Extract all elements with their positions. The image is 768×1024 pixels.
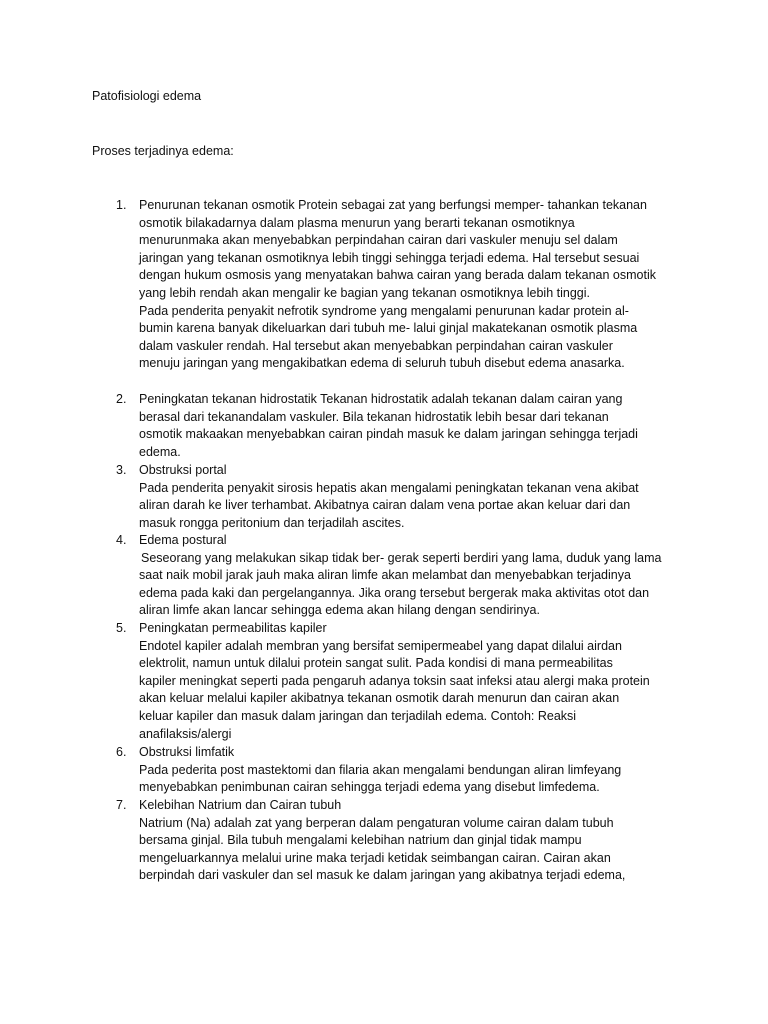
- section-heading: Proses terjadinya edema:: [92, 144, 234, 158]
- text-line: keluar kapiler dan masuk dalam jaringan dan terjadilah edema. Contoh: Reaksi: [139, 708, 577, 723]
- text-line: aliran limfe akan lancar sehingga edema akan hilang dengan sendirinya.: [139, 603, 540, 618]
- list-item: [116, 744, 676, 797]
- text-line: Pada penderita penyakit sirosis hepatis akan mengalami peningkatan tekanan vena akibat: [139, 480, 639, 495]
- text-line: Peningkatan permeabilitas kapiler: [139, 621, 327, 635]
- text-line: menurunmaka akan menyebabkan perpindahan cairan dari vaskuler menuju sel dalam: [139, 233, 618, 248]
- text-line: anafilaksis/alergi: [139, 726, 232, 741]
- text-line: menyebabkan penimbunan cairan sehingga terjadi edema yang disebut limfedema.: [139, 780, 600, 795]
- text-line: masuk rongga peritonium dan terjadilah ascites.: [139, 515, 405, 530]
- list-item-text: [139, 391, 676, 461]
- text-line: osmotik bilakadarnya dalam plasma menurun yang berarti tekanan osmotiknya: [139, 215, 575, 230]
- text-line: Seseorang yang melakukan sikap tidak ber- gerak seperti berdiri yang lama, duduk yang lama: [141, 550, 662, 565]
- list-number: 2.: [116, 392, 127, 406]
- list-item: [116, 797, 676, 885]
- text-line: edema pada kaki dan pergelangannya. Jika orang tersebut bergerak maka aktivitas otot dan: [139, 585, 650, 600]
- text-line: osmotik makaakan menyebabkan cairan pindah masuk ke dalam jaringan sehingga terjadi: [139, 427, 638, 442]
- text-line: dengan hukum osmosis yang menyatakan bahwa cairan yang berada dalam tekanan osmotik: [139, 268, 656, 283]
- text-line: Obstruksi limfatik: [139, 745, 235, 759]
- text-line: mengeluarkannya melalui urine maka terjadi ketidak seimbangan cairan. Cairan akan: [139, 850, 611, 865]
- list-item-text: [139, 797, 676, 885]
- list-item: [116, 620, 676, 743]
- text-line: akan keluar melalui kapiler akibatnya tekanan osmotik darah menurun dan cairan akan: [139, 691, 620, 706]
- text-line: bersama ginjal. Bila tubuh mengalami kelebihan natrium dan ginjal tidak mampu: [139, 833, 582, 848]
- text-line: aliran darah ke liver terhambat. Akibatnya cairan dalam vena portae akan keluar dari dan: [139, 498, 631, 513]
- list-item-text: [139, 744, 676, 797]
- text-line: bumin karena banyak dikeluarkan dari tubuh me- lalui ginjal makatekanan osmotik plasma: [139, 321, 638, 336]
- text-line: Edema postural: [139, 533, 227, 547]
- text-line: saat naik mobil jarak jauh maka aliran limfe akan melambat dan menyebabkan terjadinya: [139, 568, 631, 583]
- list-item: [116, 532, 676, 620]
- text-line: Natrium (Na) adalah zat yang berperan dalam pengaturan volume cairan dalam tubuh: [139, 815, 614, 830]
- text-line: jaringan yang tekanan osmotiknya lebih tinggi sehingga terjadi edema. Hal tersebut sesuai: [139, 250, 640, 265]
- list-item: [116, 197, 676, 373]
- text-line: Peningkatan tekanan hidrostatik Tekanan hidrostatik adalah tekanan dalam cairan yang: [139, 392, 623, 406]
- list-item-text: [139, 620, 676, 743]
- list-number: 6.: [116, 745, 127, 759]
- text-line: Endotel kapiler adalah membran yang bersifat semipermeabel yang dapat dilalui airdan: [139, 638, 622, 653]
- text-line: berasal dari tekanandalam vaskuler. Bila tekanan hidrostatik lebih besar dari tekanan: [139, 409, 609, 424]
- text-line: yang lebih rendah akan mengalir ke bagian yang tekanan osmotiknya lebih tinggi.: [139, 285, 590, 300]
- text-line: elektrolit, namun untuk dilalui protein sangat sulit. Pada kondisi di mana permeabilitas: [139, 656, 613, 671]
- text-line: menuju jaringan yang mengakibatkan edema di seluruh tubuh disebut edema anasarka.: [139, 356, 625, 371]
- list-item: [116, 462, 676, 532]
- list-number: 3.: [116, 463, 127, 477]
- list-number: 7.: [116, 798, 127, 812]
- list-item-text: [139, 532, 676, 620]
- text-line: edema.: [139, 444, 181, 459]
- text-line: dalam vaskuler rendah. Hal tersebut akan menyebabkan perpindahan cairan vaskuler: [139, 338, 613, 353]
- text-line: kapiler meningkat seperti pada pengaruh adanya toksin saat infeksi atau alergi maka protein: [139, 673, 650, 688]
- text-line: Obstruksi portal: [139, 463, 227, 477]
- list-item: [116, 391, 676, 461]
- text-line: Kelebihan Natrium dan Cairan tubuh: [139, 798, 342, 812]
- list-number: 5.: [116, 621, 127, 635]
- list-number: 4.: [116, 533, 127, 547]
- list-item-text: [139, 462, 676, 532]
- list-number: 1.: [116, 198, 127, 212]
- text-line: Penurunan tekanan osmotik Protein sebagai zat yang berfungsi memper- tahankan tekanan: [139, 198, 647, 212]
- text-line: Pada pederita post mastektomi dan filaria akan mengalami bendungan aliran limfeyang: [139, 762, 622, 777]
- list-item-text: [139, 197, 676, 373]
- text-line: Pada penderita penyakit nefrotik syndrome yang mengalami penurunan kadar protein al-: [139, 303, 629, 318]
- page-title: Patofisiologi edema: [92, 89, 202, 103]
- text-line: berpindah dari vaskuler dan sel masuk ke dalam jaringan yang akibatnya terjadi edema,: [139, 868, 626, 883]
